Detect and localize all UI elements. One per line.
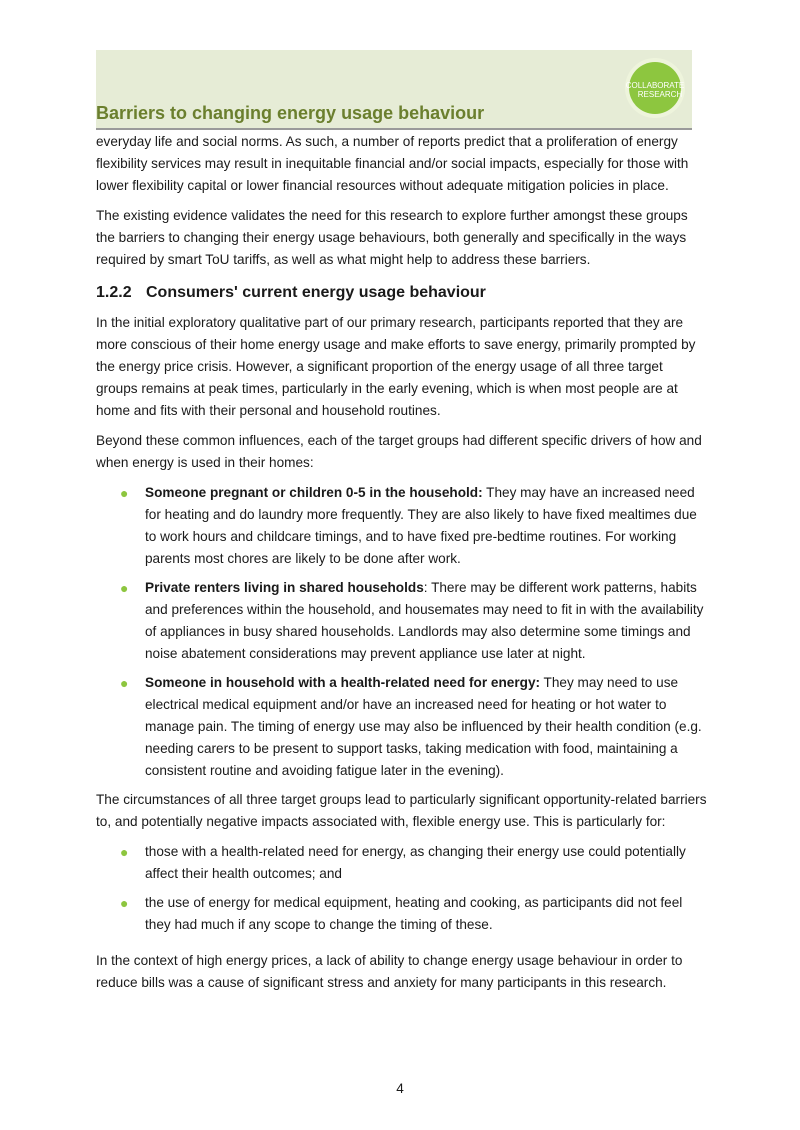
list-item (120, 892, 708, 936)
paragraph-evidence: The existing evidence validates the need for this research to explore further amongst these groups the barriers to changing their energy usage behaviours, both generally and specifically in the ways required by smart ToU tariffs, as well as what might help to address these barriers. (96, 208, 688, 267)
list-item-text: They may need to use electrical medical equipment and/or have an increased need for heating or hot water to manage pain. The timing of energy use may also be influenced by their health condition (e.g. needing carers to be present to support tasks, taking medication with food, maintaining a consistent routine and avoiding fatigue later in the evening). (145, 675, 702, 778)
bullet-icon: ● (120, 895, 129, 911)
list-item-heading: Someone pregnant or children 0-5 in the household: (145, 485, 483, 500)
collaborate-research-logo (624, 57, 686, 119)
page-number: 4 (396, 1081, 404, 1096)
section-title: Consumers' current energy usage behaviour (146, 284, 486, 301)
list-item-text: : There may be different work patterns, habits and preferences within the household, and housemates may need to fit in with the availability of appliances in busy shared households. Landlords may also determine some timings and noise abatement considerations may prevent appliance use later at night. (145, 580, 704, 661)
list-item-text: They may have an increased need for heating and do laundry more frequently. They are also likely to have fixed mealtimes due to work hours and childcare timings, and to have fixed pre-bedtime routines. For working parents most chores are likely to be done after work. (145, 485, 697, 566)
paragraph-continuation: everyday life and social norms. As such, a number of reports predict that a proliferation of energy flexibility services may result in inequitable financial and/or social impacts, especially for those with lower flexibility capital or lower financial resources without adequate mitigation policies in place. (96, 134, 689, 193)
list-item (120, 841, 708, 885)
page-header (96, 50, 692, 130)
paragraph-circumstances: The circumstances of all three target groups lead to particularly significant opportunity-related barriers to, and potentially negative impacts associated with, flexible energy use. This is particularly for: (96, 792, 707, 829)
list-item-text: those with a health-related need for energy, as changing their energy use could potentially affect their health outcomes; and (145, 844, 686, 881)
logo-text-line2: RESEARCH (637, 90, 683, 99)
paragraph-exploratory-research: In the initial exploratory qualitative part of our primary research, participants reported that they are more conscious of their home energy usage and make efforts to save energy, primarily prompted by the energy price crisis. However, a significant proportion of the energy usage of all three target groups remains at peak times, particularly in the early evening, which is when most people are at home and fits with their personal and household routines. (96, 315, 696, 418)
list-item (120, 672, 708, 782)
list-item-text: the use of energy for medical equipment, heating and cooking, as participants did not feel they had much if any scope to change the timing of these. (145, 895, 683, 932)
bullet-icon: ● (120, 580, 129, 596)
section-heading (96, 281, 708, 305)
bullet-icon: ● (120, 485, 129, 501)
barriers-list (96, 841, 708, 936)
list-item-heading: Private renters living in shared households (145, 580, 424, 595)
list-item-heading: Someone in household with a health-related need for energy: (145, 675, 541, 690)
list-item (120, 577, 708, 665)
paragraph-drivers-intro: Beyond these common influences, each of the target groups had different specific drivers of how and when energy is used in their homes: (96, 433, 702, 470)
section-number: 1.2.2 (96, 284, 132, 301)
paragraph-conclusion: In the context of high energy prices, a lack of ability to change energy usage behaviour in order to reduce bills was a cause of significant stress and anxiety for many participants in this research. (96, 953, 683, 990)
document-body (96, 131, 708, 1002)
bullet-icon: ● (120, 675, 129, 691)
target-groups-list (96, 482, 708, 782)
bullet-icon: ● (120, 844, 129, 860)
list-item (120, 482, 708, 570)
logo-text-line1: COLLABORATE (625, 81, 685, 90)
running-header-title: Barriers to changing energy usage behaviour (96, 103, 485, 123)
